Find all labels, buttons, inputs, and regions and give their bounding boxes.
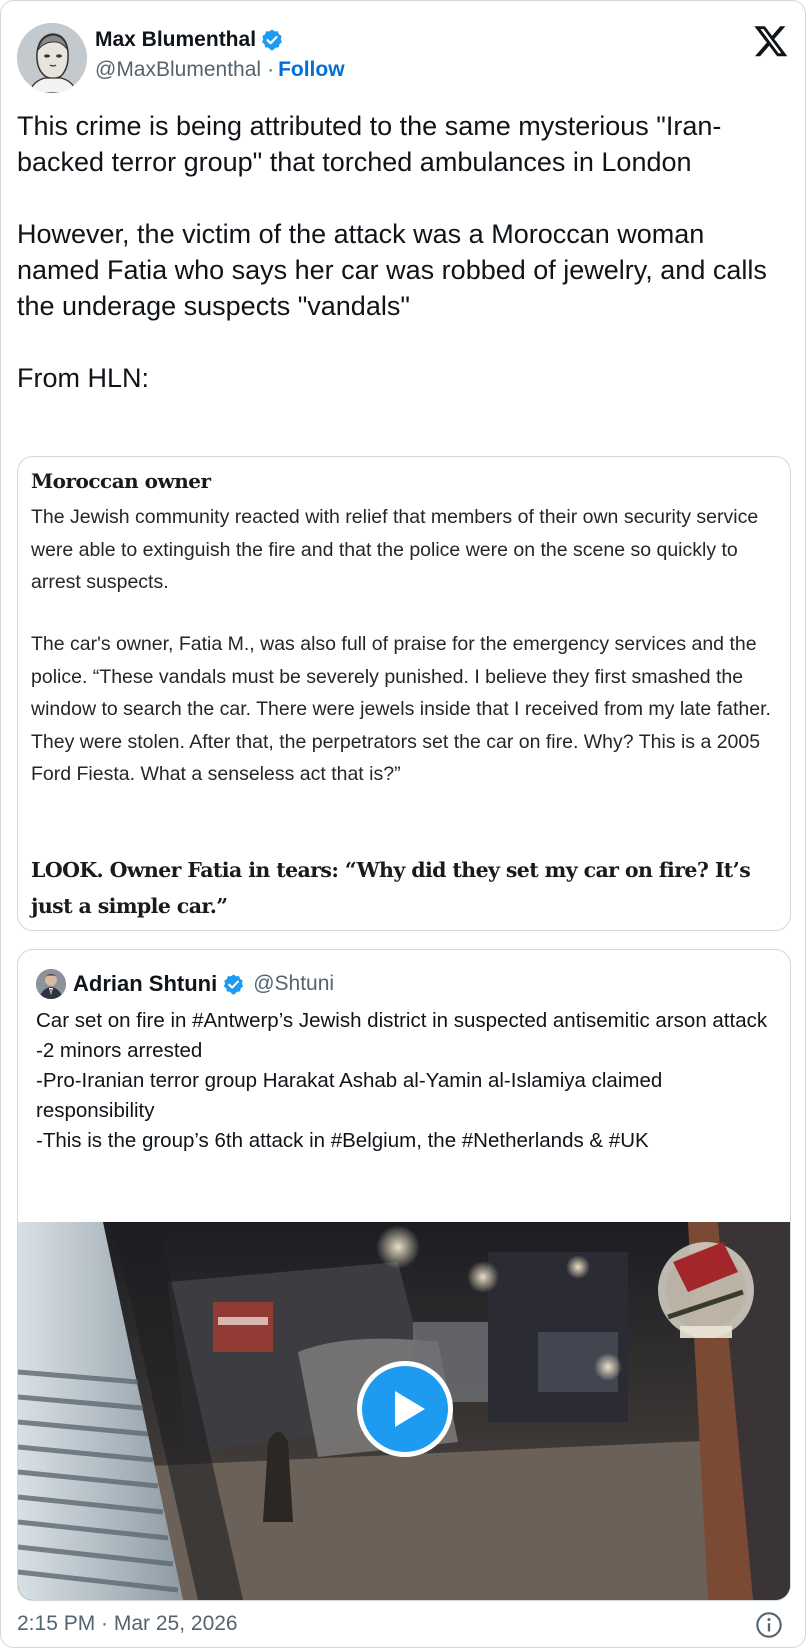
avatar-illustration [17, 23, 87, 93]
quoted-tweet-line: -Pro-Iranian terror group Harakat Ashab al-Yamin al-Islamiya claimed responsibility [36, 1069, 663, 1122]
author-name-row [95, 25, 345, 55]
quoted-tweet-line: -This is the group’s 6th attack in #Belgium, the #Netherlands & #UK [36, 1129, 649, 1152]
verified-badge-icon [222, 973, 245, 996]
tweet-header [17, 21, 789, 91]
quoted-tweet-text [36, 1006, 776, 1156]
author-handle[interactable]: @MaxBlumenthal [95, 58, 262, 81]
article-paragraph: The Jewish community reacted with relief that members of their own security service were able to extinguish the fire and that the police were on the scene so quickly to arrest suspects. [31, 506, 759, 593]
tweet-paragraph: From HLN: [17, 363, 150, 393]
author-name[interactable]: Max Blumenthal [95, 28, 257, 51]
play-button-icon[interactable] [355, 1359, 455, 1459]
separator-dot: · [267, 58, 275, 81]
article-heading: Moroccan owner [31, 469, 211, 493]
author-block [95, 25, 345, 85]
author-avatar[interactable] [17, 23, 87, 93]
quoted-tweet-line: -2 minors arrested [36, 1039, 203, 1062]
avatar-photo-icon [36, 969, 66, 999]
x-logo-icon[interactable] [753, 23, 789, 59]
quoted-author-avatar[interactable] [36, 969, 66, 999]
quoted-author-handle[interactable]: @Shtuni [253, 972, 335, 995]
article-look-line: LOOK. Owner Fatia in tears: “Why did they set my car on fire? It’s just a simple car.” [31, 858, 751, 918]
quoted-tweet-header [36, 968, 334, 1000]
quoted-author-name[interactable]: Adrian Shtuni [73, 971, 218, 996]
tweet-paragraph: This crime is being attributed to the same mysterious "Iran-backed terror group" that torched ambulances in London [17, 111, 722, 177]
quoted-tweet[interactable] [17, 949, 791, 1601]
author-handle-row [95, 55, 345, 85]
article-paragraph: The car's owner, Fatia M., was also full of praise for the emergency services and the police. “These vandals must be severely punished. I believe they first smashed the window to search the car. There were jewels inside that I received from my late father. They were stolen. After that, the perpetrators set the car on fire. Why? This is a 2005 Ford Fiesta. What a senseless act that is?” [31, 633, 771, 785]
article-screenshot-image[interactable] [17, 456, 791, 931]
tweet-timestamp[interactable]: 2:15 PM · Mar 25, 2026 [17, 1612, 238, 1635]
follow-button[interactable]: Follow [278, 58, 345, 81]
tweet-paragraph: However, the victim of the attack was a Moroccan woman named Fatia who says her car was robbed of jewelry, and calls the underage suspects "vandals" [17, 219, 767, 321]
quoted-tweet-line: Car set on fire in #Antwerp’s Jewish district in suspected antisemitic arson attack [36, 1009, 768, 1032]
verified-badge-icon [260, 28, 284, 52]
video-player[interactable] [18, 1222, 790, 1600]
tweet-text [17, 108, 787, 396]
info-icon[interactable] [755, 1611, 783, 1639]
